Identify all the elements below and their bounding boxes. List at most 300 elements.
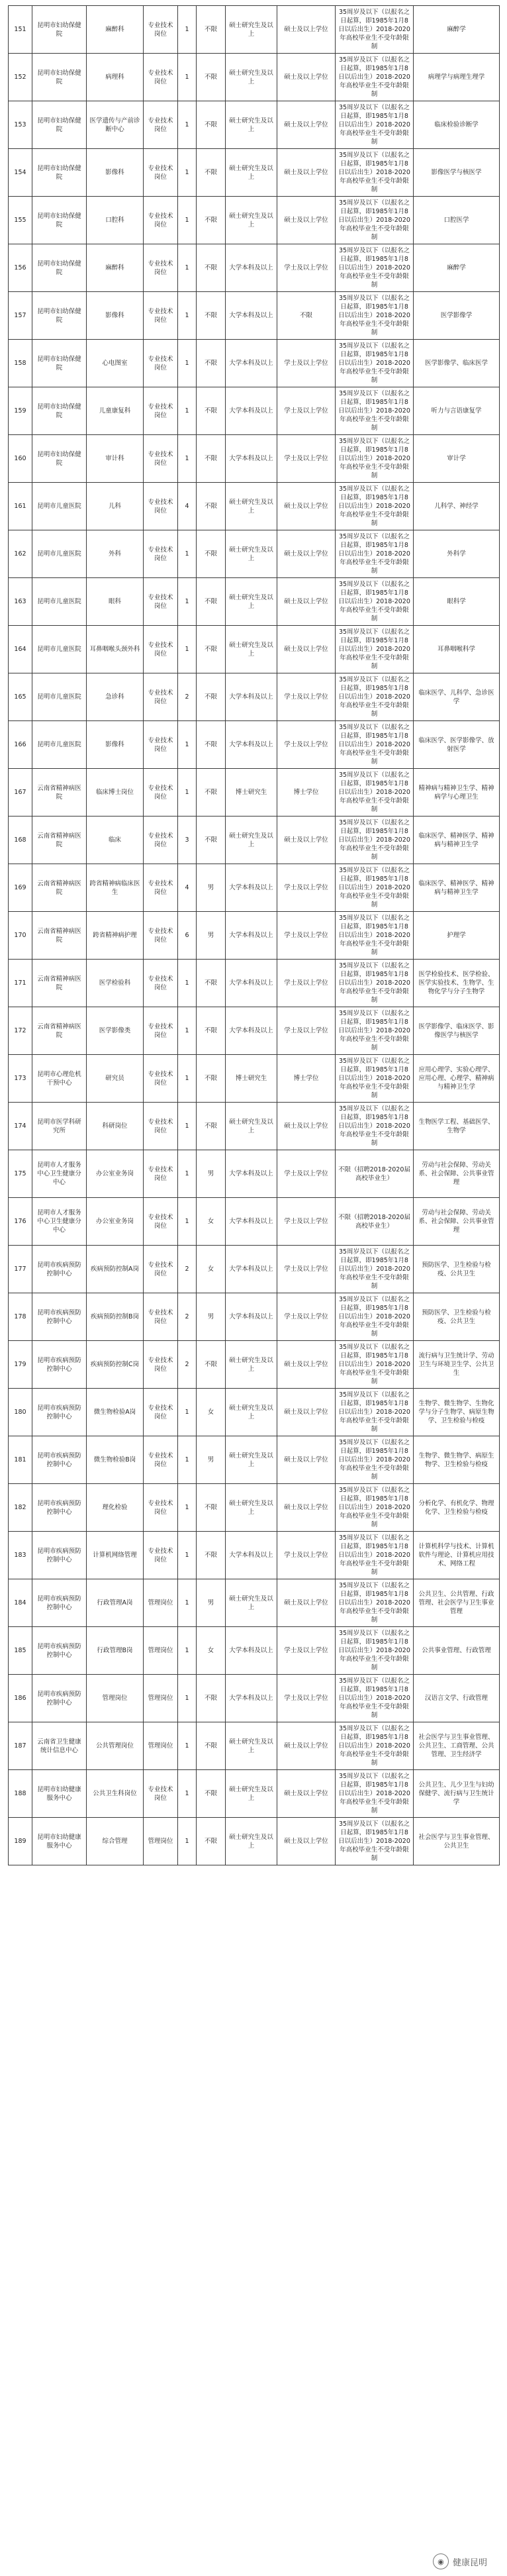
cell-age-requirement: 35周岁及以下（以报名之日起算，即1985年1月8日以后出生）2018-2020年高校毕业生不受年龄限制 bbox=[336, 483, 414, 530]
cell-post: 外科 bbox=[87, 530, 144, 578]
cell-major: 病理学与病理生理学 bbox=[414, 54, 500, 101]
table-row bbox=[9, 244, 500, 292]
cell-count: 1 bbox=[178, 292, 197, 340]
cell-post: 综合管理 bbox=[87, 1818, 144, 1865]
cell-age-requirement: 35周岁及以下（以报名之日起算，即1985年1月8日以后出生）2018-2020年高校毕业生不受年龄限制 bbox=[336, 1818, 414, 1865]
cell-number: 178 bbox=[9, 1293, 32, 1341]
cell-major: 公共卫生、儿少卫生与妇幼保健学、流行病与卫生统计学 bbox=[414, 1770, 500, 1818]
cell-education: 硕士研究生及以上 bbox=[226, 530, 277, 578]
cell-count: 1 bbox=[178, 578, 197, 626]
cell-unit: 云南省精神病医院 bbox=[32, 864, 87, 912]
table-row bbox=[9, 721, 500, 769]
cell-number: 160 bbox=[9, 435, 32, 483]
cell-age-requirement: 35周岁及以下（以报名之日起算，即1985年1月8日以后出生）2018-2020年高校毕业生不受年龄限制 bbox=[336, 1103, 414, 1150]
wechat-icon: ◉ bbox=[433, 2553, 449, 2569]
cell-count: 1 bbox=[178, 1484, 197, 1532]
cell-age-requirement: 35周岁及以下（以报名之日起算，即1985年1月8日以后出生）2018-2020年高校毕业生不受年龄限制 bbox=[336, 626, 414, 673]
cell-degree: 博士学位 bbox=[277, 769, 336, 817]
cell-post-type: 专业技术岗位 bbox=[144, 864, 178, 912]
table-row bbox=[9, 1293, 500, 1341]
cell-gender: 不限 bbox=[197, 483, 226, 530]
cell-age-requirement: 35周岁及以下（以报名之日起算，即1985年1月8日以后出生）2018-2020年高校毕业生不受年龄限制 bbox=[336, 244, 414, 292]
cell-age-requirement: 35周岁及以下（以报名之日起算，即1985年1月8日以后出生）2018-2020年高校毕业生不受年龄限制 bbox=[336, 1484, 414, 1532]
table-row bbox=[9, 1532, 500, 1579]
cell-major: 临床医学、精神医学、精神病与精神卫生学 bbox=[414, 817, 500, 864]
cell-age-requirement: 35周岁及以下（以报名之日起算，即1985年1月8日以后出生）2018-2020年高校毕业生不受年龄限制 bbox=[336, 435, 414, 483]
cell-count: 1 bbox=[178, 387, 197, 435]
cell-degree: 学士及以上学位 bbox=[277, 387, 336, 435]
cell-age-requirement: 35周岁及以下（以报名之日起算，即1985年1月8日以后出生）2018-2020年高校毕业生不受年龄限制 bbox=[336, 769, 414, 817]
cell-post: 心电图室 bbox=[87, 340, 144, 387]
cell-number: 162 bbox=[9, 530, 32, 578]
cell-unit: 昆明市妇幼保健院 bbox=[32, 197, 87, 244]
cell-gender: 不限 bbox=[197, 244, 226, 292]
cell-education: 大学本科及以上 bbox=[226, 1627, 277, 1675]
cell-degree: 硕士及以上学位 bbox=[277, 1579, 336, 1627]
cell-education: 大学本科及以上 bbox=[226, 435, 277, 483]
cell-education: 硕士研究生及以上 bbox=[226, 626, 277, 673]
cell-count: 1 bbox=[178, 340, 197, 387]
table-row bbox=[9, 483, 500, 530]
cell-education: 大学本科及以上 bbox=[226, 1675, 277, 1722]
cell-degree: 学士及以上学位 bbox=[277, 912, 336, 960]
cell-major: 护理学 bbox=[414, 912, 500, 960]
cell-count: 1 bbox=[178, 1103, 197, 1150]
cell-education: 硕士研究生及以上 bbox=[226, 54, 277, 101]
cell-age-requirement: 35周岁及以下（以报名之日起算，即1985年1月8日以后出生）2018-2020年高校毕业生不受年龄限制 bbox=[336, 1770, 414, 1818]
cell-degree: 硕士及以上学位 bbox=[277, 1436, 336, 1484]
cell-gender: 不限 bbox=[197, 435, 226, 483]
cell-post: 病理科 bbox=[87, 54, 144, 101]
cell-education: 硕士研究生及以上 bbox=[226, 1484, 277, 1532]
cell-major: 口腔医学 bbox=[414, 197, 500, 244]
table-row bbox=[9, 1150, 500, 1198]
cell-degree: 硕士及以上学位 bbox=[277, 817, 336, 864]
cell-major: 劳动与社会保障、劳动关系、社会保障、公共事业管理 bbox=[414, 1150, 500, 1198]
cell-post-type: 专业技术岗位 bbox=[144, 530, 178, 578]
cell-unit: 云南省精神病医院 bbox=[32, 1007, 87, 1055]
cell-education: 硕士研究生及以上 bbox=[226, 197, 277, 244]
cell-count: 1 bbox=[178, 54, 197, 101]
cell-post: 疾病预防控制B岗 bbox=[87, 1293, 144, 1341]
cell-gender: 不限 bbox=[197, 292, 226, 340]
cell-degree: 学士及以上学位 bbox=[277, 864, 336, 912]
cell-post: 审计科 bbox=[87, 435, 144, 483]
cell-major: 眼科学 bbox=[414, 578, 500, 626]
cell-post-type: 专业技术岗位 bbox=[144, 340, 178, 387]
cell-count: 1 bbox=[178, 1722, 197, 1770]
cell-degree: 硕士及以上学位 bbox=[277, 1103, 336, 1150]
cell-education: 硕士研究生及以上 bbox=[226, 1341, 277, 1389]
cell-number: 184 bbox=[9, 1579, 32, 1627]
cell-number: 166 bbox=[9, 721, 32, 769]
cell-unit: 昆明市儿童医院 bbox=[32, 673, 87, 721]
cell-count: 1 bbox=[178, 1007, 197, 1055]
cell-gender: 不限 bbox=[197, 1722, 226, 1770]
cell-number: 183 bbox=[9, 1532, 32, 1579]
cell-post-type: 专业技术岗位 bbox=[144, 626, 178, 673]
cell-post: 影像科 bbox=[87, 149, 144, 197]
cell-post-type: 专业技术岗位 bbox=[144, 387, 178, 435]
cell-number: 169 bbox=[9, 864, 32, 912]
table-row bbox=[9, 1770, 500, 1818]
cell-post-type: 专业技术岗位 bbox=[144, 1198, 178, 1246]
cell-degree: 硕士及以上学位 bbox=[277, 1389, 336, 1436]
cell-unit: 云南省精神病医院 bbox=[32, 912, 87, 960]
cell-major: 劳动与社会保障、劳动关系、社会保障、公共事业管理 bbox=[414, 1198, 500, 1246]
cell-post: 影像科 bbox=[87, 292, 144, 340]
cell-major: 分析化学、有机化学、物理化学、卫生检验与检疫 bbox=[414, 1484, 500, 1532]
cell-post-type: 专业技术岗位 bbox=[144, 1484, 178, 1532]
cell-gender: 不限 bbox=[197, 1007, 226, 1055]
cell-age-requirement: 35周岁及以下（以报名之日起算，即1985年1月8日以后出生）2018-2020年高校毕业生不受年龄限制 bbox=[336, 1579, 414, 1627]
cell-education: 硕士研究生及以上 bbox=[226, 6, 277, 54]
cell-post: 办公室业务岗 bbox=[87, 1150, 144, 1198]
cell-major: 精神病与精神卫生学、精神病学与心理卫生 bbox=[414, 769, 500, 817]
table-row bbox=[9, 769, 500, 817]
cell-age-requirement: 35周岁及以下（以报名之日起算，即1985年1月8日以后出生）2018-2020年高校毕业生不受年龄限制 bbox=[336, 54, 414, 101]
cell-education: 硕士研究生及以上 bbox=[226, 1389, 277, 1436]
cell-number: 153 bbox=[9, 101, 32, 149]
cell-number: 174 bbox=[9, 1103, 32, 1150]
cell-gender: 女 bbox=[197, 1246, 226, 1293]
cell-unit: 昆明市疾病预防控制中心 bbox=[32, 1436, 87, 1484]
cell-degree: 硕士及以上学位 bbox=[277, 530, 336, 578]
cell-unit: 云南省精神病医院 bbox=[32, 817, 87, 864]
cell-age-requirement: 35周岁及以下（以报名之日起算，即1985年1月8日以后出生）2018-2020年高校毕业生不受年龄限制 bbox=[336, 1055, 414, 1103]
cell-unit: 昆明市儿童医院 bbox=[32, 483, 87, 530]
cell-major: 耳鼻咽喉科学 bbox=[414, 626, 500, 673]
cell-post: 微生物检验A岗 bbox=[87, 1389, 144, 1436]
cell-post: 眼科 bbox=[87, 578, 144, 626]
cell-gender: 不限 bbox=[197, 578, 226, 626]
cell-post: 医学影像类 bbox=[87, 1007, 144, 1055]
cell-education: 大学本科及以上 bbox=[226, 1150, 277, 1198]
cell-number: 154 bbox=[9, 149, 32, 197]
cell-education: 硕士研究生及以上 bbox=[226, 101, 277, 149]
cell-age-requirement: 35周岁及以下（以报名之日起算，即1985年1月8日以后出生）2018-2020年高校毕业生不受年龄限制 bbox=[336, 1627, 414, 1675]
cell-education: 博士研究生 bbox=[226, 1055, 277, 1103]
cell-gender: 不限 bbox=[197, 1103, 226, 1150]
cell-education: 大学本科及以上 bbox=[226, 1198, 277, 1246]
cell-count: 2 bbox=[178, 1293, 197, 1341]
cell-age-requirement: 35周岁及以下（以报名之日起算，即1985年1月8日以后出生）2018-2020年高校毕业生不受年龄限制 bbox=[336, 197, 414, 244]
cell-number: 164 bbox=[9, 626, 32, 673]
cell-degree: 学士及以上学位 bbox=[277, 673, 336, 721]
cell-unit: 昆明市妇幼保健院 bbox=[32, 6, 87, 54]
table-row bbox=[9, 1818, 500, 1865]
cell-education: 博士研究生 bbox=[226, 769, 277, 817]
cell-number: 173 bbox=[9, 1055, 32, 1103]
table-row bbox=[9, 387, 500, 435]
cell-gender: 男 bbox=[197, 912, 226, 960]
cell-post-type: 专业技术岗位 bbox=[144, 1007, 178, 1055]
cell-degree: 学士及以上学位 bbox=[277, 1627, 336, 1675]
cell-degree: 学士及以上学位 bbox=[277, 960, 336, 1007]
cell-major: 麻醉学 bbox=[414, 6, 500, 54]
cell-major: 医学影像学、临床医学、影像医学与核医学 bbox=[414, 1007, 500, 1055]
cell-major: 计算机科学与技术、计算机软件与理论、计算机应用技术、网络工程 bbox=[414, 1532, 500, 1579]
table-row bbox=[9, 1389, 500, 1436]
cell-post: 办公室业务岗 bbox=[87, 1198, 144, 1246]
cell-age-requirement: 35周岁及以下（以报名之日起算，即1985年1月8日以后出生）2018-2020年高校毕业生不受年龄限制 bbox=[336, 6, 414, 54]
cell-count: 1 bbox=[178, 1150, 197, 1198]
cell-post: 影像科 bbox=[87, 721, 144, 769]
cell-number: 158 bbox=[9, 340, 32, 387]
cell-post-type: 专业技术岗位 bbox=[144, 1150, 178, 1198]
cell-gender: 不限 bbox=[197, 960, 226, 1007]
cell-unit: 昆明市医学科研究所 bbox=[32, 1103, 87, 1150]
cell-count: 1 bbox=[178, 149, 197, 197]
cell-major: 审计学 bbox=[414, 435, 500, 483]
cell-gender: 不限 bbox=[197, 340, 226, 387]
cell-gender: 不限 bbox=[197, 530, 226, 578]
cell-degree: 学士及以上学位 bbox=[277, 1293, 336, 1341]
table-row bbox=[9, 1103, 500, 1150]
cell-degree: 硕士及以上学位 bbox=[277, 1484, 336, 1532]
cell-education: 硕士研究生及以上 bbox=[226, 817, 277, 864]
cell-post: 行政管理A岗 bbox=[87, 1579, 144, 1627]
cell-post-type: 专业技术岗位 bbox=[144, 149, 178, 197]
cell-count: 6 bbox=[178, 912, 197, 960]
cell-major: 听力与言语康复学 bbox=[414, 387, 500, 435]
cell-gender: 不限 bbox=[197, 387, 226, 435]
table-row bbox=[9, 1198, 500, 1246]
cell-gender: 不限 bbox=[197, 673, 226, 721]
cell-post-type: 专业技术岗位 bbox=[144, 817, 178, 864]
cell-count: 1 bbox=[178, 244, 197, 292]
cell-post-type: 专业技术岗位 bbox=[144, 1246, 178, 1293]
cell-number: 156 bbox=[9, 244, 32, 292]
cell-degree: 学士及以上学位 bbox=[277, 1246, 336, 1293]
cell-gender: 男 bbox=[197, 1579, 226, 1627]
cell-post: 口腔科 bbox=[87, 197, 144, 244]
cell-unit: 昆明市妇幼保健院 bbox=[32, 54, 87, 101]
cell-major: 社会医学与卫生事业管理、公共卫生、工商管理、公共管理、卫生经济学 bbox=[414, 1722, 500, 1770]
cell-post: 公共卫生科岗位 bbox=[87, 1770, 144, 1818]
cell-degree: 学士及以上学位 bbox=[277, 1675, 336, 1722]
cell-post-type: 管理岗位 bbox=[144, 1675, 178, 1722]
cell-major: 汉语言文学、行政管理 bbox=[414, 1675, 500, 1722]
cell-unit: 昆明市妇幼保健院 bbox=[32, 149, 87, 197]
cell-number: 181 bbox=[9, 1436, 32, 1484]
cell-major: 临床检验诊断学 bbox=[414, 101, 500, 149]
cell-age-requirement: 35周岁及以下（以报名之日起算，即1985年1月8日以后出生）2018-2020年高校毕业生不受年龄限制 bbox=[336, 1722, 414, 1770]
cell-post-type: 专业技术岗位 bbox=[144, 197, 178, 244]
cell-education: 硕士研究生及以上 bbox=[226, 1579, 277, 1627]
cell-post: 行政管理B岗 bbox=[87, 1627, 144, 1675]
cell-number: 176 bbox=[9, 1198, 32, 1246]
cell-post-type: 管理岗位 bbox=[144, 1627, 178, 1675]
table-row bbox=[9, 101, 500, 149]
cell-degree: 硕士及以上学位 bbox=[277, 54, 336, 101]
cell-major: 公共卫生、公共管理、行政管理、社会医学与卫生事业管理 bbox=[414, 1579, 500, 1627]
cell-post-type: 专业技术岗位 bbox=[144, 1389, 178, 1436]
cell-number: 171 bbox=[9, 960, 32, 1007]
cell-post: 疾病预防控制A岗 bbox=[87, 1246, 144, 1293]
cell-count: 1 bbox=[178, 626, 197, 673]
cell-age-requirement: 35周岁及以下（以报名之日起算，即1985年1月8日以后出生）2018-2020年高校毕业生不受年龄限制 bbox=[336, 149, 414, 197]
cell-number: 167 bbox=[9, 769, 32, 817]
cell-major: 预防医学、卫生检验与检疫、公共卫生 bbox=[414, 1293, 500, 1341]
cell-post-type: 专业技术岗位 bbox=[144, 1293, 178, 1341]
cell-gender: 不限 bbox=[197, 626, 226, 673]
cell-gender: 女 bbox=[197, 1198, 226, 1246]
cell-major: 临床医学、儿科学、急诊医学 bbox=[414, 673, 500, 721]
cell-degree: 硕士及以上学位 bbox=[277, 101, 336, 149]
table-row bbox=[9, 912, 500, 960]
cell-education: 硕士研究生及以上 bbox=[226, 483, 277, 530]
cell-post: 计算机网络管理 bbox=[87, 1532, 144, 1579]
cell-post-type: 管理岗位 bbox=[144, 1818, 178, 1865]
cell-major: 麻醉学 bbox=[414, 244, 500, 292]
cell-gender: 不限 bbox=[197, 817, 226, 864]
cell-unit: 昆明市妇幼保健院 bbox=[32, 340, 87, 387]
cell-post: 临床博士岗位 bbox=[87, 769, 144, 817]
cell-post-type: 管理岗位 bbox=[144, 1579, 178, 1627]
cell-count: 1 bbox=[178, 1389, 197, 1436]
cell-number: 155 bbox=[9, 197, 32, 244]
cell-count: 1 bbox=[178, 1055, 197, 1103]
cell-education: 大学本科及以上 bbox=[226, 1007, 277, 1055]
cell-count: 1 bbox=[178, 1627, 197, 1675]
cell-education: 硕士研究生及以上 bbox=[226, 1770, 277, 1818]
cell-education: 大学本科及以上 bbox=[226, 1246, 277, 1293]
cell-post: 公共管理岗位 bbox=[87, 1722, 144, 1770]
cell-number: 189 bbox=[9, 1818, 32, 1865]
cell-unit: 昆明市疾病预防控制中心 bbox=[32, 1293, 87, 1341]
cell-gender: 不限 bbox=[197, 149, 226, 197]
cell-unit: 昆明市心理危机干预中心 bbox=[32, 1055, 87, 1103]
cell-major: 预防医学、卫生检验与检疫、公共卫生 bbox=[414, 1246, 500, 1293]
cell-post-type: 专业技术岗位 bbox=[144, 292, 178, 340]
table-row bbox=[9, 960, 500, 1007]
recruitment-table bbox=[8, 5, 500, 1865]
table-row bbox=[9, 1055, 500, 1103]
cell-unit: 昆明市妇幼保健院 bbox=[32, 387, 87, 435]
cell-major: 生物学、微生物学、生物化学与分子生物学、病原生物学、卫生检验与检疫 bbox=[414, 1389, 500, 1436]
table-row bbox=[9, 1436, 500, 1484]
cell-post: 儿童康复科 bbox=[87, 387, 144, 435]
cell-degree: 学士及以上学位 bbox=[277, 1198, 336, 1246]
cell-unit: 昆明市妇幼健康服务中心 bbox=[32, 1818, 87, 1865]
cell-post: 跨省精神病临床医生 bbox=[87, 864, 144, 912]
cell-age-requirement: 35周岁及以下（以报名之日起算，即1985年1月8日以后出生）2018-2020年高校毕业生不受年龄限制 bbox=[336, 340, 414, 387]
cell-gender: 男 bbox=[197, 1150, 226, 1198]
cell-gender: 女 bbox=[197, 1389, 226, 1436]
cell-degree: 学士及以上学位 bbox=[277, 340, 336, 387]
cell-gender: 不限 bbox=[197, 197, 226, 244]
cell-major: 生物学、微生物学、病原生物学、卫生检验与检疫 bbox=[414, 1436, 500, 1484]
cell-post: 跨省精神病护理 bbox=[87, 912, 144, 960]
cell-count: 1 bbox=[178, 769, 197, 817]
cell-number: 172 bbox=[9, 1007, 32, 1055]
cell-post-type: 专业技术岗位 bbox=[144, 1103, 178, 1150]
cell-count: 1 bbox=[178, 1770, 197, 1818]
cell-unit: 昆明市疾病预防控制中心 bbox=[32, 1246, 87, 1293]
cell-education: 大学本科及以上 bbox=[226, 244, 277, 292]
cell-unit: 昆明市人才服务中心卫生健康分中心 bbox=[32, 1198, 87, 1246]
cell-post: 临床 bbox=[87, 817, 144, 864]
cell-count: 1 bbox=[178, 6, 197, 54]
cell-number: 159 bbox=[9, 387, 32, 435]
cell-number: 179 bbox=[9, 1341, 32, 1389]
cell-gender: 不限 bbox=[197, 721, 226, 769]
cell-unit: 昆明市儿童医院 bbox=[32, 626, 87, 673]
cell-age-requirement: 不限（招聘2018-2020届高校毕业生） bbox=[336, 1198, 414, 1246]
cell-post-type: 专业技术岗位 bbox=[144, 673, 178, 721]
cell-post: 研究员 bbox=[87, 1055, 144, 1103]
cell-count: 3 bbox=[178, 817, 197, 864]
cell-age-requirement: 35周岁及以下（以报名之日起算，即1985年1月8日以后出生）2018-2020年高校毕业生不受年龄限制 bbox=[336, 101, 414, 149]
cell-gender: 不限 bbox=[197, 1818, 226, 1865]
table-row bbox=[9, 1579, 500, 1627]
cell-age-requirement: 35周岁及以下（以报名之日起算，即1985年1月8日以后出生）2018-2020年高校毕业生不受年龄限制 bbox=[336, 1389, 414, 1436]
cell-age-requirement: 35周岁及以下（以报名之日起算，即1985年1月8日以后出生）2018-2020年高校毕业生不受年龄限制 bbox=[336, 530, 414, 578]
cell-unit: 昆明市疾病预防控制中心 bbox=[32, 1579, 87, 1627]
cell-degree: 硕士及以上学位 bbox=[277, 483, 336, 530]
cell-number: 175 bbox=[9, 1150, 32, 1198]
cell-degree: 硕士及以上学位 bbox=[277, 6, 336, 54]
cell-gender: 不限 bbox=[197, 1341, 226, 1389]
table-row bbox=[9, 1675, 500, 1722]
cell-education: 硕士研究生及以上 bbox=[226, 1818, 277, 1865]
cell-number: 186 bbox=[9, 1675, 32, 1722]
cell-post: 微生物检验B岗 bbox=[87, 1436, 144, 1484]
cell-gender: 不限 bbox=[197, 54, 226, 101]
cell-post-type: 专业技术岗位 bbox=[144, 960, 178, 1007]
cell-post-type: 专业技术岗位 bbox=[144, 244, 178, 292]
watermark bbox=[433, 2553, 487, 2569]
cell-count: 1 bbox=[178, 960, 197, 1007]
cell-number: 177 bbox=[9, 1246, 32, 1293]
cell-post-type: 专业技术岗位 bbox=[144, 1436, 178, 1484]
cell-age-requirement: 35周岁及以下（以报名之日起算，即1985年1月8日以后出生）2018-2020年高校毕业生不受年龄限制 bbox=[336, 817, 414, 864]
cell-post: 儿科 bbox=[87, 483, 144, 530]
cell-unit: 昆明市儿童医院 bbox=[32, 530, 87, 578]
cell-count: 1 bbox=[178, 1675, 197, 1722]
cell-number: 163 bbox=[9, 578, 32, 626]
cell-unit: 昆明市妇幼保健院 bbox=[32, 435, 87, 483]
cell-education: 大学本科及以上 bbox=[226, 1532, 277, 1579]
cell-number: 187 bbox=[9, 1722, 32, 1770]
table-row bbox=[9, 1722, 500, 1770]
cell-major: 儿科学、神经学 bbox=[414, 483, 500, 530]
cell-education: 大学本科及以上 bbox=[226, 340, 277, 387]
cell-degree: 学士及以上学位 bbox=[277, 244, 336, 292]
cell-education: 大学本科及以上 bbox=[226, 864, 277, 912]
cell-number: 185 bbox=[9, 1627, 32, 1675]
cell-education: 大学本科及以上 bbox=[226, 387, 277, 435]
cell-post-type: 专业技术岗位 bbox=[144, 1532, 178, 1579]
cell-unit: 昆明市妇幼健康服务中心 bbox=[32, 1770, 87, 1818]
cell-unit: 昆明市儿童医院 bbox=[32, 578, 87, 626]
cell-unit: 昆明市疾病预防控制中心 bbox=[32, 1389, 87, 1436]
cell-gender: 不限 bbox=[197, 1532, 226, 1579]
cell-unit: 昆明市疾病预防控制中心 bbox=[32, 1675, 87, 1722]
cell-count: 2 bbox=[178, 1341, 197, 1389]
cell-education: 大学本科及以上 bbox=[226, 960, 277, 1007]
cell-number: 180 bbox=[9, 1389, 32, 1436]
cell-age-requirement: 35周岁及以下（以报名之日起算，即1985年1月8日以后出生）2018-2020年高校毕业生不受年龄限制 bbox=[336, 912, 414, 960]
cell-degree: 学士及以上学位 bbox=[277, 1007, 336, 1055]
cell-unit: 昆明市疾病预防控制中心 bbox=[32, 1627, 87, 1675]
cell-post-type: 专业技术岗位 bbox=[144, 435, 178, 483]
cell-degree: 学士及以上学位 bbox=[277, 435, 336, 483]
cell-count: 1 bbox=[178, 1436, 197, 1484]
cell-count: 1 bbox=[178, 435, 197, 483]
cell-education: 大学本科及以上 bbox=[226, 673, 277, 721]
